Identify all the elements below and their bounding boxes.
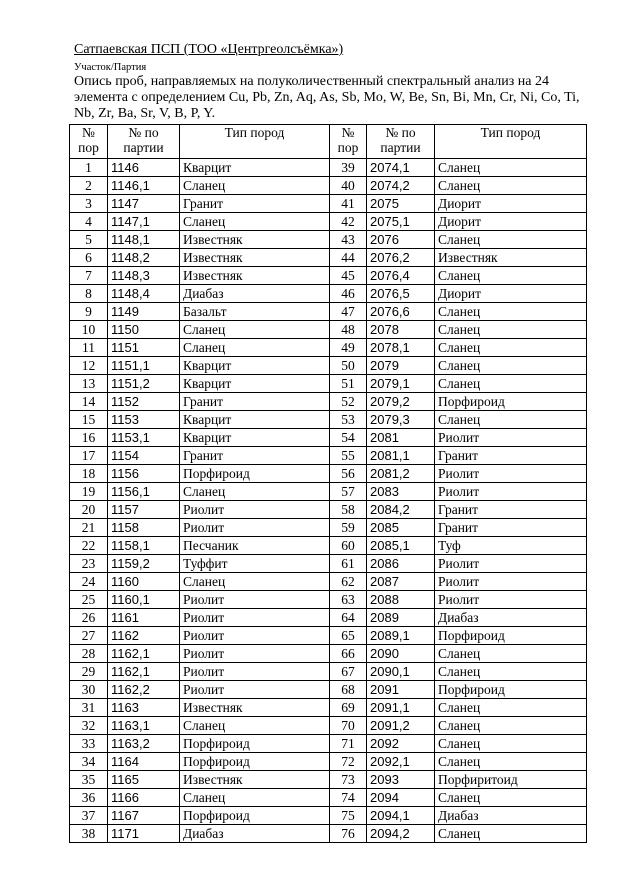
table-row [70, 483, 587, 501]
table-row [70, 411, 587, 429]
samples-table [69, 124, 587, 843]
table-row [70, 195, 587, 213]
batch-number-left: 1158 [108, 519, 180, 537]
rock-type-right: Сланец [435, 825, 587, 843]
batch-number-right: 2081 [367, 429, 435, 447]
table-row [70, 681, 587, 699]
table-row [70, 789, 587, 807]
header-rock-left: Тип пород [180, 125, 330, 159]
batch-number-right: 2081,2 [367, 465, 435, 483]
rock-type-right: Сланец [435, 717, 587, 735]
row-number-left: 14 [70, 393, 108, 411]
batch-number-left: 1162,1 [108, 645, 180, 663]
row-number-right: 47 [330, 303, 367, 321]
rock-type-right: Риолит [435, 465, 587, 483]
rock-type-left: Гранит [180, 393, 330, 411]
row-number-right: 39 [330, 159, 367, 177]
row-number-left: 36 [70, 789, 108, 807]
table-row [70, 393, 587, 411]
table-row [70, 591, 587, 609]
rock-type-right: Диорит [435, 213, 587, 231]
rock-type-right: Гранит [435, 501, 587, 519]
batch-number-right: 2076,6 [367, 303, 435, 321]
rock-type-right: Сланец [435, 645, 587, 663]
rock-type-right: Туф [435, 537, 587, 555]
row-number-left: 31 [70, 699, 108, 717]
table-row [70, 537, 587, 555]
batch-number-right: 2079,3 [367, 411, 435, 429]
rock-type-right: Риолит [435, 483, 587, 501]
rock-type-left: Сланец [180, 321, 330, 339]
row-number-left: 16 [70, 429, 108, 447]
batch-number-left: 1147 [108, 195, 180, 213]
rock-type-left: Кварцит [180, 375, 330, 393]
row-number-left: 24 [70, 573, 108, 591]
row-number-right: 51 [330, 375, 367, 393]
rock-type-right: Риолит [435, 429, 587, 447]
table-body [70, 159, 587, 843]
rock-type-left: Кварцит [180, 159, 330, 177]
batch-number-left: 1151 [108, 339, 180, 357]
table-header-row [70, 125, 587, 159]
row-number-left: 2 [70, 177, 108, 195]
table-row [70, 213, 587, 231]
header-batch-left: № по партии [108, 125, 180, 159]
header-no-left: № пор [70, 125, 108, 159]
rock-type-left: Сланец [180, 213, 330, 231]
batch-number-left: 1166 [108, 789, 180, 807]
row-number-right: 59 [330, 519, 367, 537]
table-row [70, 285, 587, 303]
rock-type-left: Гранит [180, 447, 330, 465]
rock-type-right: Сланец [435, 159, 587, 177]
table-row [70, 465, 587, 483]
table-row [70, 177, 587, 195]
rock-type-left: Песчаник [180, 537, 330, 555]
rock-type-right: Диабаз [435, 807, 587, 825]
table-row [70, 249, 587, 267]
batch-number-left: 1149 [108, 303, 180, 321]
row-number-left: 13 [70, 375, 108, 393]
row-number-left: 21 [70, 519, 108, 537]
batch-number-left: 1148,1 [108, 231, 180, 249]
row-number-left: 15 [70, 411, 108, 429]
row-number-left: 23 [70, 555, 108, 573]
batch-number-right: 2093 [367, 771, 435, 789]
batch-number-left: 1150 [108, 321, 180, 339]
rock-type-left: Сланец [180, 339, 330, 357]
rock-type-left: Известняк [180, 771, 330, 789]
table-row [70, 663, 587, 681]
row-number-right: 52 [330, 393, 367, 411]
batch-number-left: 1153 [108, 411, 180, 429]
table-row [70, 753, 587, 771]
batch-number-right: 2089,1 [367, 627, 435, 645]
rock-type-right: Порфиритоид [435, 771, 587, 789]
table-row [70, 807, 587, 825]
row-number-right: 76 [330, 825, 367, 843]
rock-type-right: Сланец [435, 231, 587, 249]
row-number-left: 17 [70, 447, 108, 465]
rock-type-left: Известняк [180, 267, 330, 285]
rock-type-right: Сланец [435, 177, 587, 195]
row-number-left: 33 [70, 735, 108, 753]
rock-type-left: Риолит [180, 645, 330, 663]
rock-type-right: Порфироид [435, 393, 587, 411]
batch-number-left: 1160,1 [108, 591, 180, 609]
batch-number-right: 2074,2 [367, 177, 435, 195]
subtitle: Участок/Партия [74, 62, 147, 73]
row-number-right: 65 [330, 627, 367, 645]
table-row [70, 231, 587, 249]
row-number-right: 46 [330, 285, 367, 303]
rock-type-left: Диабаз [180, 825, 330, 843]
batch-number-right: 2084,2 [367, 501, 435, 519]
batch-number-right: 2088 [367, 591, 435, 609]
row-number-left: 7 [70, 267, 108, 285]
row-number-right: 60 [330, 537, 367, 555]
batch-number-left: 1146 [108, 159, 180, 177]
rock-type-right: Диорит [435, 195, 587, 213]
rock-type-right: Сланец [435, 789, 587, 807]
table-row [70, 357, 587, 375]
batch-number-left: 1151,2 [108, 375, 180, 393]
row-number-right: 74 [330, 789, 367, 807]
batch-number-right: 2083 [367, 483, 435, 501]
row-number-left: 28 [70, 645, 108, 663]
batch-number-right: 2081,1 [367, 447, 435, 465]
rock-type-left: Известняк [180, 249, 330, 267]
batch-number-right: 2090,1 [367, 663, 435, 681]
rock-type-left: Известняк [180, 699, 330, 717]
row-number-left: 19 [70, 483, 108, 501]
batch-number-left: 1160 [108, 573, 180, 591]
table-row [70, 519, 587, 537]
rock-type-right: Сланец [435, 321, 587, 339]
row-number-right: 45 [330, 267, 367, 285]
row-number-left: 4 [70, 213, 108, 231]
batch-number-left: 1158,1 [108, 537, 180, 555]
batch-number-left: 1148,4 [108, 285, 180, 303]
rock-type-right: Сланец [435, 267, 587, 285]
row-number-left: 37 [70, 807, 108, 825]
rock-type-right: Известняк [435, 249, 587, 267]
row-number-right: 71 [330, 735, 367, 753]
rock-type-left: Порфироид [180, 735, 330, 753]
row-number-right: 66 [330, 645, 367, 663]
table-row [70, 627, 587, 645]
batch-number-right: 2076,2 [367, 249, 435, 267]
batch-number-right: 2091,2 [367, 717, 435, 735]
batch-number-right: 2094 [367, 789, 435, 807]
batch-number-right: 2094,2 [367, 825, 435, 843]
row-number-left: 32 [70, 717, 108, 735]
rock-type-left: Базальт [180, 303, 330, 321]
row-number-left: 38 [70, 825, 108, 843]
rock-type-right: Сланец [435, 753, 587, 771]
batch-number-right: 2092,1 [367, 753, 435, 771]
rock-type-right: Сланец [435, 303, 587, 321]
batch-number-left: 1147,1 [108, 213, 180, 231]
row-number-right: 55 [330, 447, 367, 465]
rock-type-left: Порфироид [180, 807, 330, 825]
rock-type-left: Сланец [180, 789, 330, 807]
table-row [70, 429, 587, 447]
row-number-left: 11 [70, 339, 108, 357]
row-number-left: 6 [70, 249, 108, 267]
rock-type-right: Сланец [435, 411, 587, 429]
batch-number-right: 2074,1 [367, 159, 435, 177]
row-number-right: 44 [330, 249, 367, 267]
batch-number-left: 1154 [108, 447, 180, 465]
table-row [70, 555, 587, 573]
row-number-left: 35 [70, 771, 108, 789]
table-row [70, 339, 587, 357]
header-rock-right: Тип пород [435, 125, 587, 159]
rock-type-left: Диабаз [180, 285, 330, 303]
row-number-right: 58 [330, 501, 367, 519]
rock-type-right: Порфироид [435, 681, 587, 699]
rock-type-left: Сланец [180, 573, 330, 591]
row-number-right: 75 [330, 807, 367, 825]
table-row [70, 771, 587, 789]
row-number-right: 57 [330, 483, 367, 501]
batch-number-left: 1161 [108, 609, 180, 627]
rock-type-left: Риолит [180, 591, 330, 609]
row-number-left: 30 [70, 681, 108, 699]
row-number-right: 73 [330, 771, 367, 789]
table-row [70, 645, 587, 663]
table-row [70, 825, 587, 843]
batch-number-right: 2078 [367, 321, 435, 339]
rock-type-right: Риолит [435, 591, 587, 609]
row-number-left: 8 [70, 285, 108, 303]
batch-number-right: 2075 [367, 195, 435, 213]
batch-number-left: 1151,1 [108, 357, 180, 375]
rock-type-right: Гранит [435, 519, 587, 537]
table-row [70, 375, 587, 393]
batch-number-right: 2079,1 [367, 375, 435, 393]
row-number-left: 26 [70, 609, 108, 627]
batch-number-right: 2087 [367, 573, 435, 591]
rock-type-left: Кварцит [180, 429, 330, 447]
batch-number-right: 2079,2 [367, 393, 435, 411]
row-number-right: 62 [330, 573, 367, 591]
rock-type-left: Порфироид [180, 465, 330, 483]
batch-number-right: 2076,4 [367, 267, 435, 285]
batch-number-right: 2094,1 [367, 807, 435, 825]
batch-number-right: 2085 [367, 519, 435, 537]
batch-number-left: 1162 [108, 627, 180, 645]
row-number-right: 43 [330, 231, 367, 249]
batch-number-left: 1162,2 [108, 681, 180, 699]
batch-number-right: 2091,1 [367, 699, 435, 717]
row-number-right: 63 [330, 591, 367, 609]
rock-type-left: Риолит [180, 501, 330, 519]
row-number-left: 5 [70, 231, 108, 249]
batch-number-left: 1153,1 [108, 429, 180, 447]
row-number-right: 40 [330, 177, 367, 195]
row-number-left: 1 [70, 159, 108, 177]
batch-number-left: 1152 [108, 393, 180, 411]
batch-number-left: 1156,1 [108, 483, 180, 501]
organization-title: Сатпаевская ПСП (ТОО «Центргеолсъёмка») [74, 42, 344, 57]
header-no-right: № пор [330, 125, 367, 159]
batch-number-right: 2091 [367, 681, 435, 699]
batch-number-left: 1163,2 [108, 735, 180, 753]
batch-number-left: 1165 [108, 771, 180, 789]
batch-number-left: 1156 [108, 465, 180, 483]
table-row [70, 573, 587, 591]
rock-type-right: Гранит [435, 447, 587, 465]
rock-type-left: Риолит [180, 609, 330, 627]
table-row [70, 267, 587, 285]
table-row [70, 303, 587, 321]
batch-number-right: 2078,1 [367, 339, 435, 357]
table-row [70, 501, 587, 519]
row-number-right: 69 [330, 699, 367, 717]
rock-type-right: Диабаз [435, 609, 587, 627]
batch-number-left: 1148,2 [108, 249, 180, 267]
table-row [70, 321, 587, 339]
batch-number-left: 1163 [108, 699, 180, 717]
rock-type-right: Сланец [435, 375, 587, 393]
batch-number-left: 1157 [108, 501, 180, 519]
rock-type-left: Кварцит [180, 411, 330, 429]
row-number-left: 22 [70, 537, 108, 555]
batch-number-left: 1171 [108, 825, 180, 843]
rock-type-left: Порфироид [180, 753, 330, 771]
batch-number-left: 1167 [108, 807, 180, 825]
row-number-right: 50 [330, 357, 367, 375]
rock-type-left: Известняк [180, 231, 330, 249]
row-number-right: 49 [330, 339, 367, 357]
row-number-right: 48 [330, 321, 367, 339]
batch-number-left: 1146,1 [108, 177, 180, 195]
row-number-right: 64 [330, 609, 367, 627]
rock-type-left: Сланец [180, 177, 330, 195]
row-number-left: 9 [70, 303, 108, 321]
rock-type-left: Риолит [180, 663, 330, 681]
rock-type-right: Сланец [435, 663, 587, 681]
rock-type-right: Риолит [435, 573, 587, 591]
rock-type-right: Сланец [435, 339, 587, 357]
row-number-left: 25 [70, 591, 108, 609]
rock-type-left: Риолит [180, 519, 330, 537]
rock-type-left: Туффит [180, 555, 330, 573]
batch-number-right: 2075,1 [367, 213, 435, 231]
row-number-right: 56 [330, 465, 367, 483]
rock-type-left: Сланец [180, 717, 330, 735]
row-number-right: 42 [330, 213, 367, 231]
row-number-left: 27 [70, 627, 108, 645]
table-row [70, 699, 587, 717]
rock-type-left: Риолит [180, 681, 330, 699]
row-number-right: 67 [330, 663, 367, 681]
batch-number-left: 1164 [108, 753, 180, 771]
row-number-right: 54 [330, 429, 367, 447]
table-row [70, 159, 587, 177]
rock-type-left: Гранит [180, 195, 330, 213]
rock-type-right: Сланец [435, 357, 587, 375]
row-number-left: 10 [70, 321, 108, 339]
row-number-left: 34 [70, 753, 108, 771]
batch-number-right: 2079 [367, 357, 435, 375]
batch-number-left: 1159,2 [108, 555, 180, 573]
rock-type-right: Диорит [435, 285, 587, 303]
batch-number-left: 1163,1 [108, 717, 180, 735]
batch-number-left: 1148,3 [108, 267, 180, 285]
batch-number-right: 2076 [367, 231, 435, 249]
row-number-right: 61 [330, 555, 367, 573]
row-number-left: 18 [70, 465, 108, 483]
rock-type-right: Порфироид [435, 627, 587, 645]
batch-number-right: 2090 [367, 645, 435, 663]
batch-number-right: 2089 [367, 609, 435, 627]
batch-number-right: 2092 [367, 735, 435, 753]
row-number-left: 12 [70, 357, 108, 375]
row-number-right: 70 [330, 717, 367, 735]
row-number-left: 20 [70, 501, 108, 519]
batch-number-right: 2085,1 [367, 537, 435, 555]
row-number-right: 53 [330, 411, 367, 429]
header-batch-right: № по партии [367, 125, 435, 159]
table-row [70, 609, 587, 627]
rock-type-left: Сланец [180, 483, 330, 501]
rock-type-right: Сланец [435, 699, 587, 717]
row-number-right: 41 [330, 195, 367, 213]
row-number-right: 72 [330, 753, 367, 771]
table-row [70, 717, 587, 735]
row-number-left: 29 [70, 663, 108, 681]
batch-number-right: 2076,5 [367, 285, 435, 303]
rock-type-left: Риолит [180, 627, 330, 645]
table-row [70, 447, 587, 465]
description: Опись проб, направляемых на полуколичественный спектральный анализ на 24 элемента с определением Cu, Pb, Zn, Aq, As, Sb, Mo, W, Be, Sn, Bi, Mn, Cr, Ni, Co, Ti, Nb, Zr, Ba, Sr, V, B, P, Y. [74, 74, 580, 121]
batch-number-left: 1162,1 [108, 663, 180, 681]
table-row [70, 735, 587, 753]
row-number-right: 68 [330, 681, 367, 699]
row-number-left: 3 [70, 195, 108, 213]
rock-type-left: Кварцит [180, 357, 330, 375]
rock-type-right: Сланец [435, 735, 587, 753]
batch-number-right: 2086 [367, 555, 435, 573]
rock-type-right: Риолит [435, 555, 587, 573]
